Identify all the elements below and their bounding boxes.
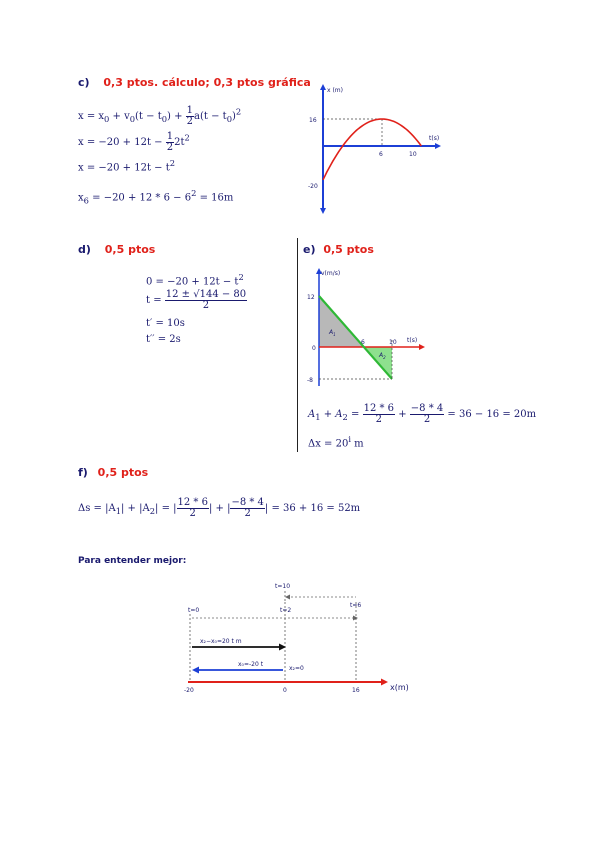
eq-part: | + |A (121, 503, 150, 514)
eq-part: x = x (78, 111, 105, 122)
tick-6: 6 (361, 339, 365, 346)
understand-title (78, 556, 186, 566)
return-arrow-head (285, 595, 290, 600)
velocity-time-graph (303, 262, 433, 390)
section-c-letter: c) (78, 76, 90, 89)
eq-part: 2t (174, 137, 185, 148)
tick-10: 10 (409, 151, 417, 158)
frac-num: 1 (166, 131, 174, 142)
eq-fraction (410, 404, 444, 425)
eq-part: m (351, 438, 364, 450)
section-f-letter: f) (78, 466, 88, 479)
tick-10: 10 (389, 339, 397, 346)
axis-label: x(m) (390, 683, 409, 692)
section-e-letter: e) (303, 243, 316, 256)
equation-root-2: t′′ = 2s (146, 334, 181, 345)
frac-den: 2 (375, 414, 382, 425)
frac-num: 1 (186, 105, 194, 116)
frac-num: −8 * 4 (231, 497, 264, 508)
eq-fraction (165, 290, 247, 311)
eq-sub: 0 (161, 114, 168, 124)
eq-part: = 36 + 16 = 52m (268, 503, 361, 514)
t-axis-arrow (419, 344, 425, 350)
eq-sup: 2 (191, 188, 197, 198)
section-c-title: 0,3 ptos. cálculo; 0,3 ptos gráfica (103, 76, 311, 89)
frac-den: 2 (423, 414, 431, 425)
tick-minus-8: -8 (307, 377, 313, 384)
equation-displacement (308, 434, 364, 449)
label-t6: t=6 (350, 602, 362, 609)
eq-part: x (78, 192, 84, 204)
eq-part: A (308, 409, 316, 420)
section-f-title: 0,5 ptos (97, 466, 149, 479)
x-axis-arrow (435, 143, 441, 149)
motion-diagram (170, 580, 420, 700)
eq-part: Δs = |A (78, 503, 116, 514)
eq-sub: 6 (83, 195, 89, 206)
position-time-graph (305, 82, 450, 217)
section-d-letter: d) (78, 243, 91, 256)
eq-part: a(t − t (194, 111, 227, 122)
eq-sub: 2 (342, 412, 348, 422)
frac-den: 2 (189, 508, 196, 519)
label-t10: t=10 (275, 583, 291, 590)
position-curve (323, 119, 421, 180)
equation-root-zero (146, 272, 244, 287)
eq-sub: 1 (315, 412, 321, 422)
frac-num: 12 * 6 (177, 497, 208, 508)
frac-den: 2 (244, 508, 251, 519)
equation-position-general (78, 106, 241, 127)
eq-part: | = (155, 503, 174, 514)
eq-sub: 1 (115, 506, 121, 516)
axis-tick-0: 0 (283, 687, 287, 694)
eq-sup: i (348, 434, 351, 444)
frac-num: 12 ± √144 − 80 (165, 289, 247, 300)
eq-fraction (230, 498, 264, 519)
y-axis-label: x (m) (327, 87, 343, 94)
section-e-heading (303, 243, 374, 256)
eq-part: 0 = −20 + 12t − t (146, 276, 239, 288)
eq-part: Δx = 20 (308, 438, 349, 450)
vector-initial-head (192, 667, 199, 674)
eq-part: = 16m (196, 192, 234, 204)
equation-quadratic-formula (146, 290, 247, 311)
section-d-title: 0,5 ptos (104, 243, 156, 256)
understand-title-text: Para entender mejor: (78, 556, 187, 566)
section-e-title: 0,5 ptos (323, 243, 374, 256)
label-t2: t=2 (280, 607, 292, 614)
eq-part: + A (320, 409, 343, 420)
label-t0: t=0 (188, 607, 200, 614)
vector-initial-label: x₀=-20 t (238, 661, 264, 668)
equation-root-1: t′ = 10s (146, 318, 185, 329)
tick-0: 0 (312, 345, 316, 352)
outgoing-arrow-head (353, 616, 358, 621)
eq-part: + (212, 503, 228, 514)
eq-sup: 2 (169, 158, 176, 168)
label-main: A (329, 329, 334, 336)
tick-16: 16 (309, 117, 317, 124)
equation-x6 (78, 188, 233, 205)
eq-sup: 2 (235, 106, 242, 117)
eq-fraction (177, 498, 209, 519)
eq-part: x = −20 + 12t − (78, 137, 166, 148)
frac-den: 2 (166, 142, 174, 153)
final-position-label: x₂=0 (289, 665, 304, 672)
eq-part: + (395, 409, 410, 420)
section-c-heading (78, 76, 311, 89)
eq-sub: 2 (149, 506, 156, 516)
vector-displacement-head (279, 644, 286, 651)
v-axis-label: v(m/s) (321, 270, 341, 277)
axis-tick-minus-20: -20 (184, 687, 194, 694)
eq-sup: 2 (184, 132, 190, 143)
y-axis-arrow-up (320, 84, 326, 90)
eq-part: ) (232, 111, 236, 122)
eq-part: (t − t (135, 111, 162, 122)
frac-den: 2 (186, 116, 194, 127)
eq-part: = (347, 409, 363, 420)
eq-fraction (363, 404, 395, 425)
eq-part: ) + (167, 111, 186, 122)
t-axis-label: t(s) (407, 337, 418, 344)
eq-fraction (186, 106, 194, 127)
frac-num: −8 * 4 (410, 403, 444, 414)
eq-sup: 2 (238, 272, 244, 282)
frac-den: 2 (202, 300, 210, 311)
tick-minus-20: -20 (308, 183, 318, 190)
eq-fraction (166, 132, 174, 153)
label-sub: 2 (383, 355, 386, 360)
equation-position-substituted (78, 132, 190, 153)
eq-sub: 0 (104, 114, 110, 124)
eq-part: x = −20 + 12t − t (78, 162, 170, 174)
y-axis-arrow-down (320, 208, 326, 214)
label-main: A (379, 352, 384, 359)
section-d-heading (78, 243, 155, 256)
eq-part: = −20 + 12 * 6 − 6 (88, 192, 192, 204)
eq-part: = 36 − 16 = 20m (444, 409, 537, 420)
vector-displacement-label: x₂−x₀=20 t m (200, 638, 242, 645)
x-axis-label: t(s) (429, 135, 440, 142)
eq-part: t = (146, 295, 165, 306)
x-axis-arrow (381, 679, 388, 686)
eq-sub: 0 (226, 114, 232, 124)
tick-6: 6 (379, 151, 383, 158)
label-sub: 1 (333, 332, 336, 337)
tick-12: 12 (307, 294, 315, 301)
section-f-heading (78, 466, 148, 479)
column-divider (297, 238, 298, 452)
axis-tick-16: 16 (352, 687, 360, 694)
equation-position-simplified (78, 158, 175, 173)
eq-sub: 0 (129, 114, 136, 124)
frac-num: 12 * 6 (363, 403, 395, 414)
eq-part: + v (109, 111, 130, 122)
equation-area-sum (308, 404, 536, 425)
equation-distance: $\Delta s = |A_1| + |A_2|$ = | $\frac{12 * 6}{2}$ | + | $\frac{-8 * 4}{2}$ | = 36 + 16 = 52m (78, 497, 361, 519)
